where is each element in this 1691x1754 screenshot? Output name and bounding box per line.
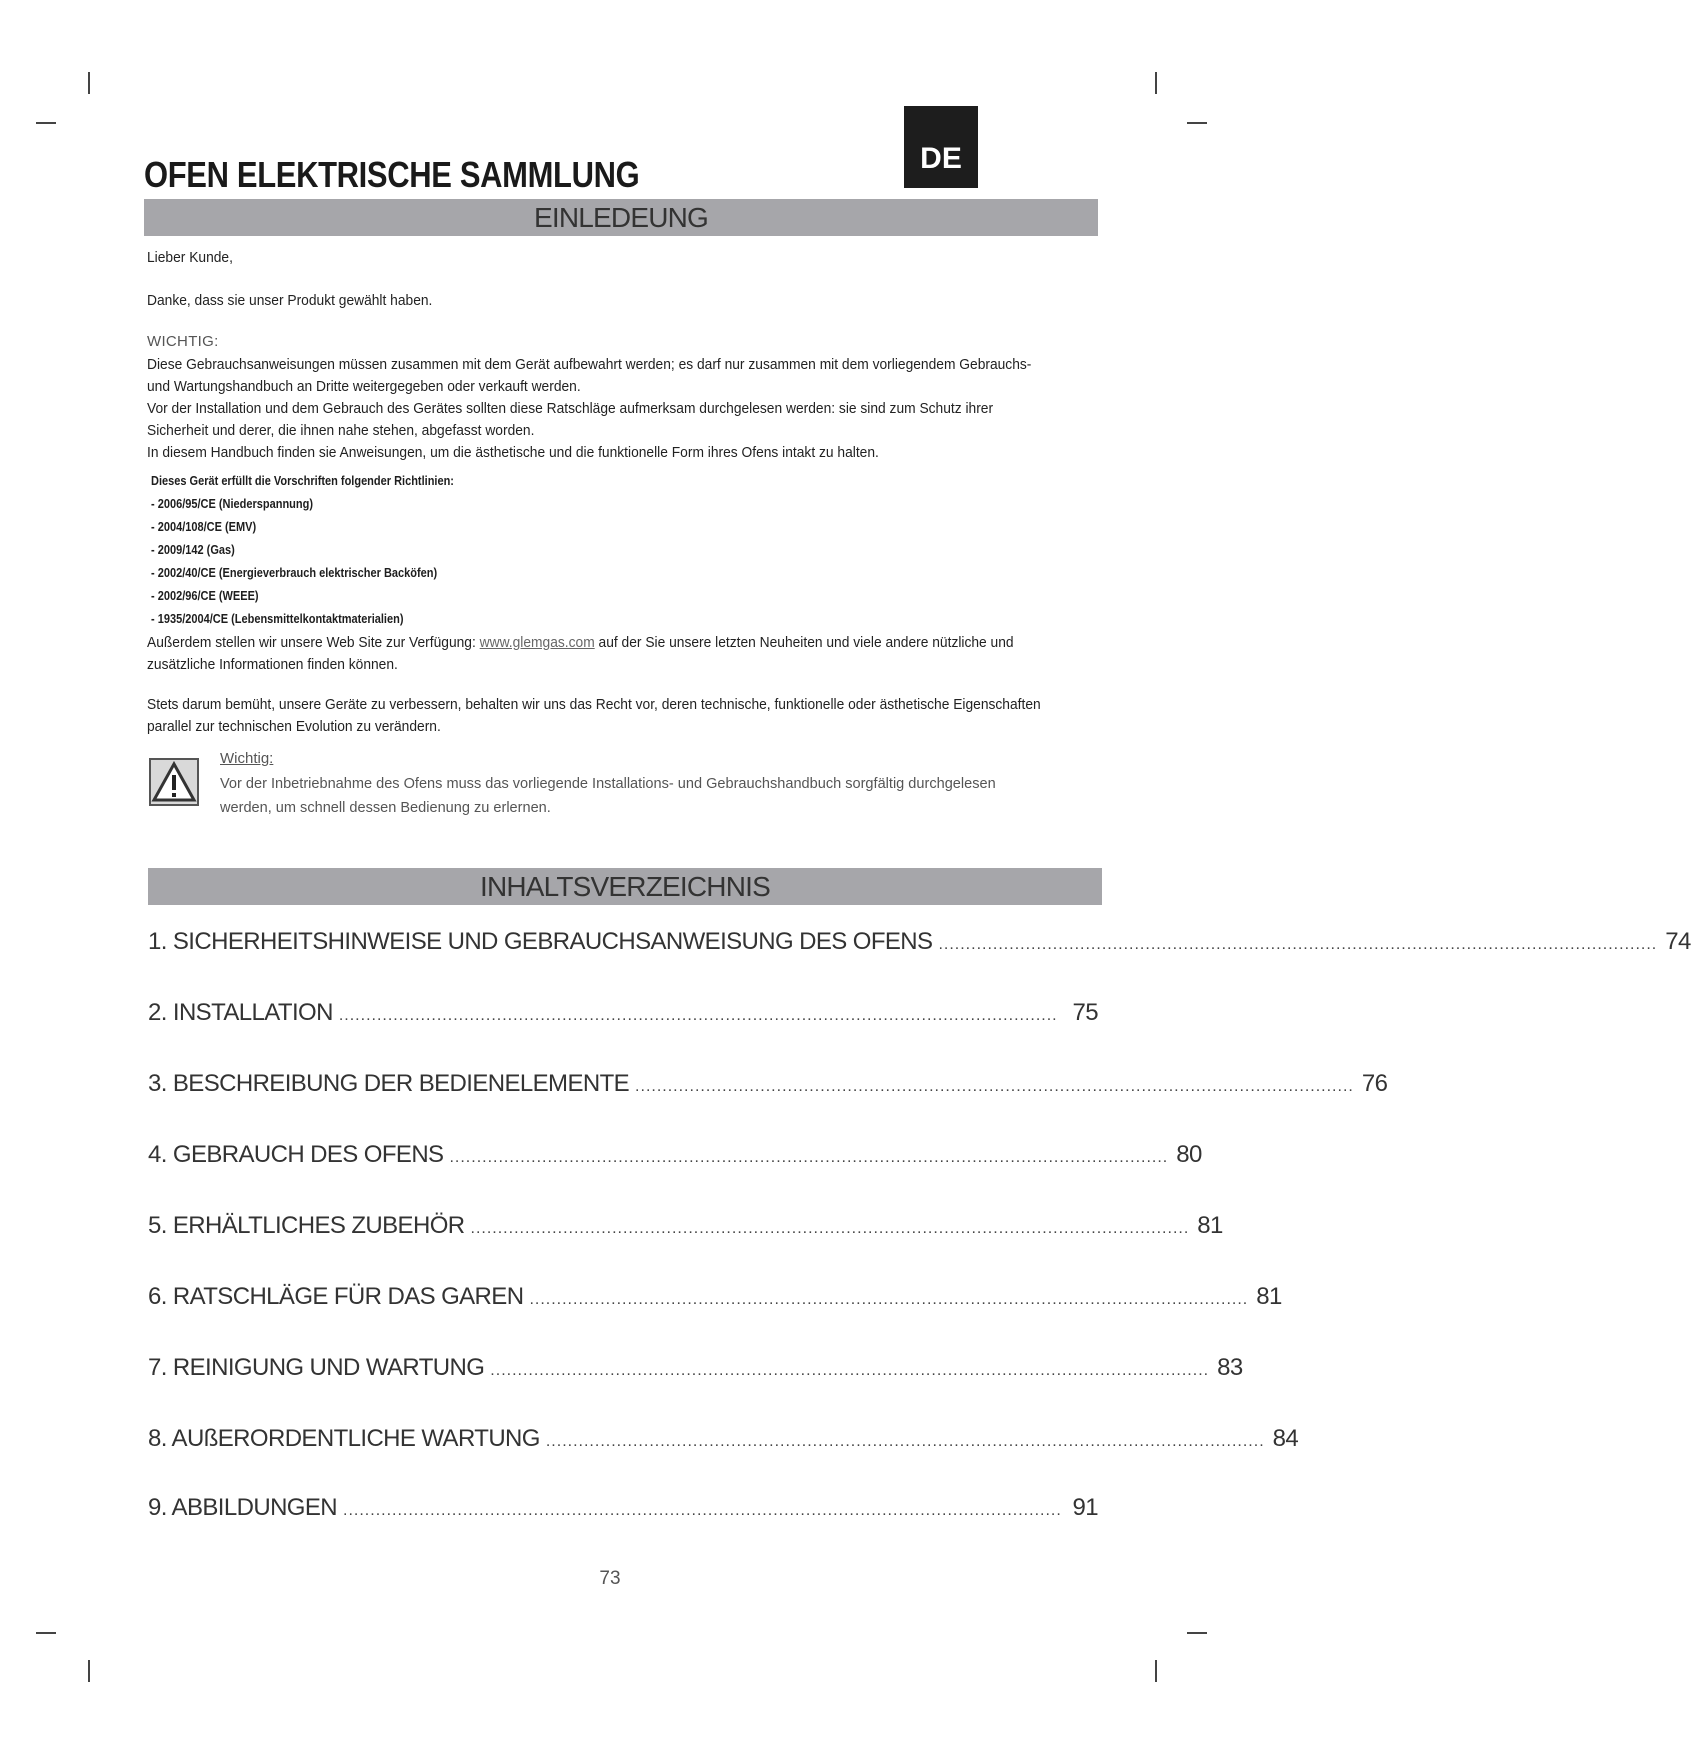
toc-entry-page: 84	[1272, 1425, 1299, 1452]
toc-leader-dots: ....................................................................................................................................	[338, 1007, 1058, 1024]
toc-entry-page: 81	[1256, 1283, 1282, 1310]
toc-entry-page: 83	[1217, 1354, 1243, 1381]
toc-entry-page: 75	[1072, 999, 1098, 1026]
directives-list	[151, 470, 454, 631]
toc-entry[interactable]	[148, 928, 1691, 968]
crop-mark	[1187, 122, 1207, 124]
crop-mark	[1155, 1660, 1157, 1682]
warning-text	[220, 772, 1093, 820]
toc-entry-title: 8. AUßERORDENTLICHE WARTUNG	[148, 1425, 540, 1452]
toc-entry[interactable]	[148, 1212, 1223, 1252]
toc-entry-page: 81	[1197, 1212, 1223, 1239]
toc-entry[interactable]	[148, 1283, 1282, 1323]
warning-line: werden, um schnell dessen Bedienung zu erlernen.	[220, 799, 551, 816]
toc-leader-dots: ....................................................................................................................................	[635, 1078, 1354, 1095]
language-badge-label: DE	[920, 142, 962, 175]
toc-entry[interactable]	[148, 999, 1098, 1039]
page-title: OFEN ELEKTRISCHE SAMMLUNG	[144, 154, 640, 195]
toc-entry[interactable]	[148, 1141, 1202, 1181]
evolution-line: Stets darum bemüht, unsere Geräte zu verbessern, behalten wir uns das Recht vor, deren technische, funktionelle oder ästhetische Eigenschaften	[147, 696, 1041, 713]
important-line: Diese Gebrauchsanweisungen müssen zusammen mit dem Gerät aufbewahrt werden; es darf nur zusammen mit dem vorliegendem Gebrauchs-	[147, 356, 1032, 373]
toc-entry-page: 74	[1665, 928, 1691, 955]
toc-entry-page: 80	[1176, 1141, 1202, 1168]
website-paragraph	[147, 632, 1095, 676]
toc-entry-title: 3. BESCHREIBUNG DER BEDIENELEMENTE	[148, 1070, 630, 1097]
warning-triangle-icon	[149, 758, 199, 806]
directive-item: - 2004/108/CE (EMV)	[151, 520, 257, 534]
toc-entry-title: 5. ERHÄLTLICHES ZUBEHÖR	[148, 1212, 465, 1239]
toc-entry-title: 7. REINIGUNG UND WARTUNG	[148, 1354, 485, 1381]
website-text: auf der Sie unsere letzten Neuheiten und viele andere nützliche und	[594, 634, 1014, 651]
directive-item: - 1935/2004/CE (Lebensmittelkontaktmaterialien)	[151, 612, 404, 626]
toc-entry-page: 76	[1361, 1070, 1388, 1097]
toc-leader-dots: ....................................................................................................................................	[470, 1220, 1190, 1237]
toc-entry-title: 1. SICHERHEITSHINWEISE UND GEBRAUCHSANWEISUNG DES OFENS	[148, 928, 933, 955]
important-line: Vor der Installation und dem Gebrauch des Gerätes sollten diese Ratschläge aufmerksam durchgelesen werden: sie sind zum Schutz ihrer	[147, 400, 994, 417]
crop-mark	[36, 122, 56, 124]
thanks-text: Danke, dass sie unser Produkt gewählt haben.	[147, 292, 433, 309]
evolution-line: parallel zur technischen Evolution zu verändern.	[147, 718, 441, 735]
crop-mark	[36, 1632, 56, 1634]
important-text	[147, 354, 1095, 464]
warning-line: Vor der Inbetriebnahme des Ofens muss das vorliegende Installations- und Gebrauchshandbuch sorgfältig durchgelesen	[220, 775, 996, 792]
crop-mark	[88, 1660, 90, 1682]
directive-item: - 2002/96/CE (WEEE)	[151, 589, 259, 603]
important-line: Sicherheit und derer, die ihnen nahe stehen, abgefasst worden.	[147, 422, 535, 439]
toc-leader-dots: ....................................................................................................................................	[938, 936, 1658, 953]
important-line: In diesem Handbuch finden sie Anweisungen, um die ästhetische und die funktionelle Form ihres Ofens intakt zu halten.	[147, 444, 879, 461]
language-badge	[904, 106, 978, 188]
evolution-paragraph	[147, 694, 1095, 738]
crop-mark	[1155, 72, 1157, 94]
toc-entry-title: 6. RATSCHLÄGE FÜR DAS GAREN	[148, 1283, 524, 1310]
page-number: 73	[599, 1568, 621, 1589]
toc-entry[interactable]	[148, 1494, 1098, 1534]
directive-item: - 2002/40/CE (Energieverbrauch elektrischer Backöfen)	[151, 566, 438, 580]
warning-label: Wichtig:	[220, 750, 274, 767]
toc-entry[interactable]	[148, 1354, 1243, 1394]
website-link[interactable]: www.glemgas.com	[479, 634, 595, 651]
toc-leader-dots: ....................................................................................................................................	[490, 1362, 1210, 1379]
website-text: Außerdem stellen wir unsere Web Site zur Verfügung:	[147, 634, 480, 651]
toc-entry-page: 91	[1072, 1494, 1098, 1521]
crop-mark	[1187, 1632, 1207, 1634]
website-text: zusätzliche Informationen finden können.	[147, 656, 398, 673]
toc-leader-dots: ....................................................................................................................................	[449, 1149, 1169, 1166]
important-label: WICHTIG:	[147, 333, 219, 350]
directives-heading: Dieses Gerät erfüllt die Vorschriften folgender Richtlinien:	[151, 474, 454, 488]
toc-entry-title: 4. GEBRAUCH DES OFENS	[148, 1141, 444, 1168]
toc-entry[interactable]	[148, 1425, 1299, 1465]
section-heading-toc: INHALTSVERZEICHNIS	[148, 868, 1102, 905]
toc-entry-title: 9. ABBILDUNGEN	[148, 1494, 338, 1521]
toc-leader-dots: ....................................................................................................................................	[529, 1291, 1249, 1308]
directive-item: - 2009/142 (Gas)	[151, 543, 235, 557]
greeting: Lieber Kunde,	[147, 249, 233, 266]
important-line: und Wartungshandbuch an Dritte weitergegeben oder verkauft werden.	[147, 378, 581, 395]
section-heading-intro: EINLEDEUNG	[144, 199, 1098, 236]
toc-entry-title: 2. INSTALLATION	[148, 999, 333, 1026]
directive-item: - 2006/95/CE (Niederspannung)	[151, 497, 313, 511]
toc-leader-dots: ....................................................................................................................................	[545, 1433, 1265, 1450]
crop-mark	[88, 72, 90, 94]
toc-entry[interactable]	[148, 1070, 1388, 1110]
toc-leader-dots: ....................................................................................................................................	[343, 1502, 1062, 1519]
